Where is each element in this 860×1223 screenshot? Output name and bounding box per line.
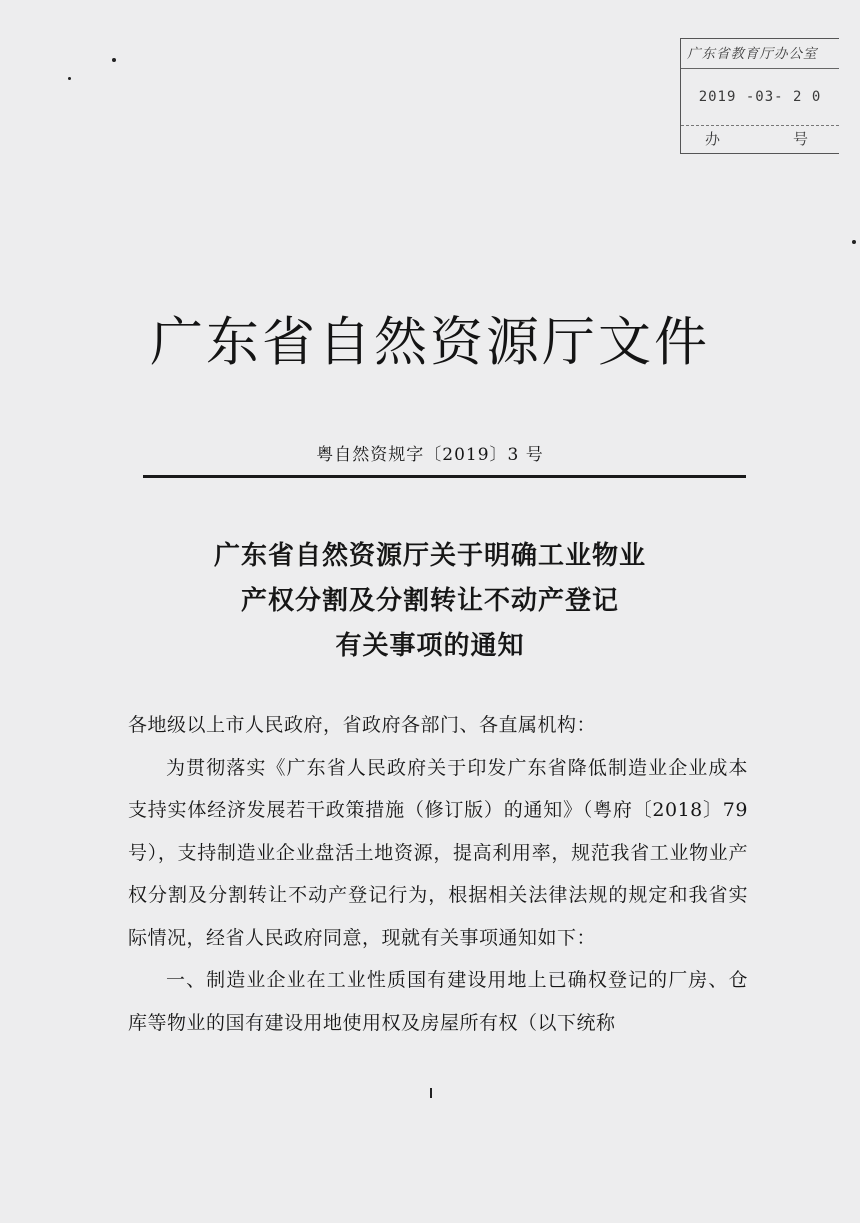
notice-title-line: 广东省自然资源厅关于明确工业物业 [213,541,646,571]
notice-title-line: 有关事项的通知 [335,631,525,661]
scan-speck [852,240,856,244]
receipt-stamp [680,38,839,154]
notice-title [0,534,860,669]
body-text [128,704,748,1044]
stamp-right-label: 号 [793,130,809,148]
document-number: 粤自然资规字〔2019〕3 号 [316,445,544,465]
stamp-footer [681,127,839,153]
stamp-left-label: 办 [705,130,721,148]
body-paragraph: 一、制造业企业在工业性质国有建设用地上已确权登记的厂房、仓库等物业的国有建设用地使用权及房屋所有权（以下统称 [128,969,748,1034]
scan-speck [68,77,71,80]
page-number-mark [430,1088,432,1098]
body-paragraph: 为贯彻落实《广东省人民政府关于印发广东省降低制造业企业成本支持实体经济发展若干政策措施（修订版）的通知》（粤府〔2018〕79 号），支持制造业企业盘活土地资源，提高利用率，规范我省工业物业产权分割及分割转让不动产登记行为，根据相关法律法规的规定和我省实际情况，经省人民政府同意，现就有关事项通知如下： [128,756,748,949]
header-divider [143,475,746,478]
notice-title-line: 产权分割及分割转让不动产登记 [240,586,619,616]
stamp-date: 2019 -03- 2 0 [681,69,839,126]
salutation: 各地级以上市人民政府，省政府各部门、各直属机构： [128,714,597,736]
stamp-office: 广东省教育厅办公室 [681,39,839,69]
scan-speck [112,58,116,62]
document-header-title: 广东省自然资源厅文件 [150,312,710,373]
